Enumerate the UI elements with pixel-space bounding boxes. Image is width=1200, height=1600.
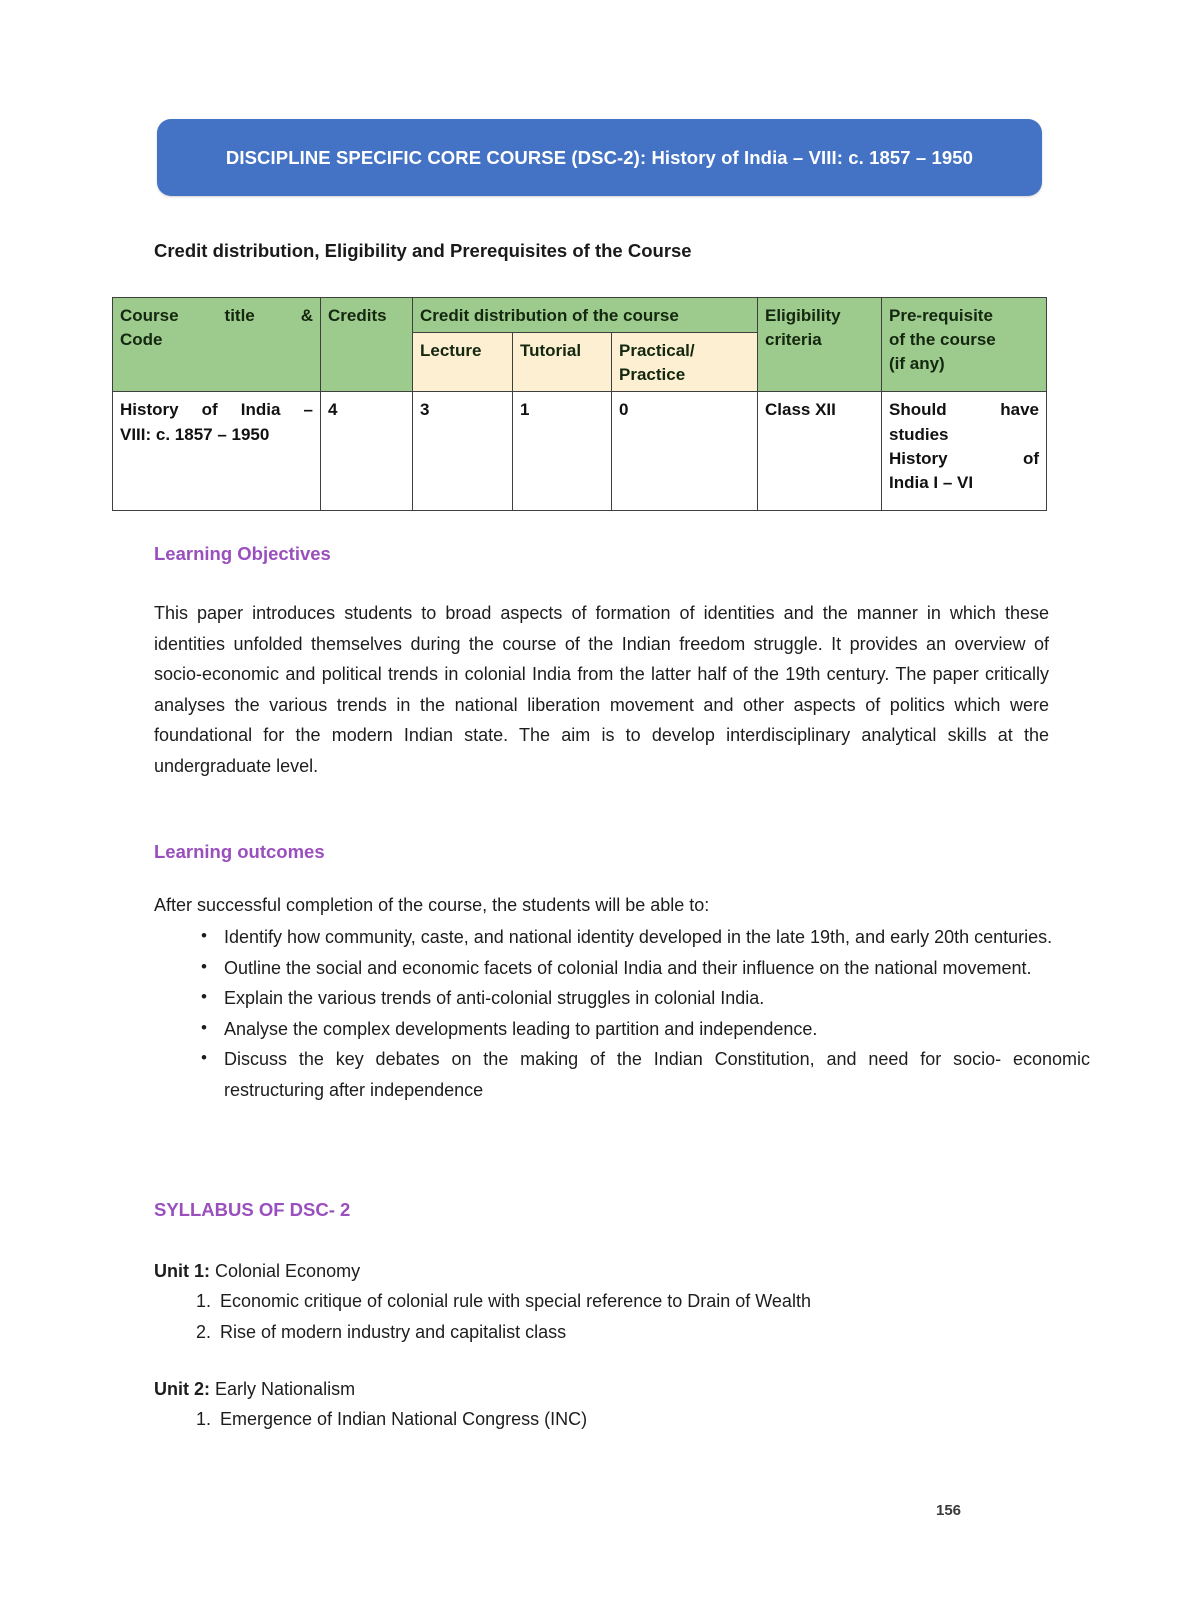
cell-course-title-code <box>113 392 321 511</box>
header-course-title-code-line2: Code <box>120 330 163 350</box>
page-number: 156 <box>936 1502 962 1519</box>
learning-outcomes-intro: After successful completion of the course, the students will be able to: <box>154 895 710 915</box>
cell-prerequisite-line3: History of <box>889 448 1039 468</box>
syllabus-unit-1 <box>154 1256 1044 1347</box>
credit-distribution-heading: Credit distribution, Eligibility and Prerequisites of the Course <box>154 240 692 261</box>
unit-2-topic-1-number: 1. <box>195 1409 211 1429</box>
header-credits: Credits <box>321 298 413 392</box>
syllabus-unit-2 <box>154 1374 1044 1435</box>
unit-2-topic-1-text: Emergence of Indian National Congress (INC) <box>220 1409 588 1429</box>
list-item: • Analyse the complex developments leading to partition and independence. <box>224 1014 1090 1045</box>
list-item: • Explain the various trends of anti-colonial struggles in colonial India. <box>224 983 1090 1014</box>
cell-prerequisite <box>882 392 1047 511</box>
cell-course-title-line1: History of India – <box>120 400 313 420</box>
unit-1-title <box>154 1256 1044 1286</box>
unit-2-topic-list <box>154 1404 1044 1435</box>
list-item: • Identify how community, caste, and national identity developed in the late 19th, and early 20th centuries. <box>224 922 1090 953</box>
learning-objectives-body: This paper introduces students to broad aspects of formation of identities and the manner in which these identities unfolded themselves during the course of the Indian freedom struggle. It provides an overview of socio-economic and political trends in colonial India from the latter half of the 19th century. The paper critically analyses the various trends in the national liberation movement and other aspects of politics which were foundational for the modern Indian state. The aim is to develop interdisciplinary analytical skills at the undergraduate level. <box>154 603 1049 776</box>
cell-prerequisite-line4: India I – VI <box>889 472 974 492</box>
header-lecture: Lecture <box>413 333 513 392</box>
header-practical-line1: Practical/ <box>619 341 695 361</box>
cell-tutorial: 1 <box>513 392 612 511</box>
header-prerequisite-line2: of the course <box>889 330 996 350</box>
learning-outcomes-heading: Learning outcomes <box>154 841 325 862</box>
cell-credits: 4 <box>321 392 413 511</box>
list-item: • Discuss the key debates on the making of the Indian Constitution, and need for socio- economic restructuring after independence <box>224 1044 1090 1105</box>
learning-objectives-heading: Learning Objectives <box>154 543 331 564</box>
cell-prerequisite-line2: studies <box>889 424 949 444</box>
header-practical-line2: Practice <box>619 365 686 385</box>
list-item <box>195 1404 1044 1435</box>
unit-2-title <box>154 1374 1044 1404</box>
unit-2-name: Early Nationalism <box>215 1379 356 1399</box>
unit-1-topic-1-text: Economic critique of colonial rule with special reference to Drain of Wealth <box>220 1291 811 1311</box>
list-item <box>195 1317 1044 1348</box>
header-eligibility-line1: Eligibility <box>765 306 841 325</box>
unit-1-label: Unit 1: <box>154 1261 210 1281</box>
header-eligibility-criteria <box>758 298 882 392</box>
unit-1-topic-2-number: 2. <box>195 1321 211 1342</box>
header-tutorial: Tutorial <box>513 333 612 392</box>
list-item: • Outline the social and economic facets of colonial India and their influence on the national movement. <box>224 953 1090 984</box>
course-banner-title: DISCIPLINE SPECIFIC CORE COURSE (DSC-2): History of India – VIII: c. 1857 – 1950 <box>225 146 974 168</box>
table-header-row-1 <box>113 298 1047 333</box>
unit-1-topic-list <box>154 1286 1044 1347</box>
header-practical-practice <box>612 333 758 392</box>
header-course-title-code <box>113 298 321 392</box>
table-row <box>113 392 1047 511</box>
header-course-title-code-line1: Course title & <box>120 306 313 325</box>
cell-eligibility: Class XII <box>758 392 882 511</box>
unit-1-topic-2-text: Rise of modern industry and capitalist class <box>220 1321 567 1342</box>
cell-lecture: 3 <box>413 392 513 511</box>
unit-1-name: Colonial Economy <box>215 1261 361 1281</box>
header-prerequisite-line1: Pre-requisite <box>889 306 993 325</box>
unit-2-label: Unit 2: <box>154 1379 210 1399</box>
syllabus-heading: SYLLABUS OF DSC- 2 <box>154 1199 351 1220</box>
cell-prerequisite-line1: Should have <box>889 400 1039 420</box>
header-credit-distribution: Credit distribution of the course <box>413 298 758 333</box>
header-prerequisite-line3: (if any) <box>889 354 945 374</box>
list-item <box>195 1286 1044 1317</box>
cell-practical: 0 <box>612 392 758 511</box>
header-eligibility-line2: criteria <box>765 330 822 350</box>
learning-outcomes-list <box>186 922 1090 1105</box>
course-credit-table <box>112 297 1047 511</box>
cell-course-title-line2: VIII: c. 1857 – 1950 <box>120 424 270 444</box>
header-prerequisite <box>882 298 1047 392</box>
unit-1-topic-1-number: 1. <box>195 1291 211 1311</box>
course-banner <box>157 119 1042 196</box>
